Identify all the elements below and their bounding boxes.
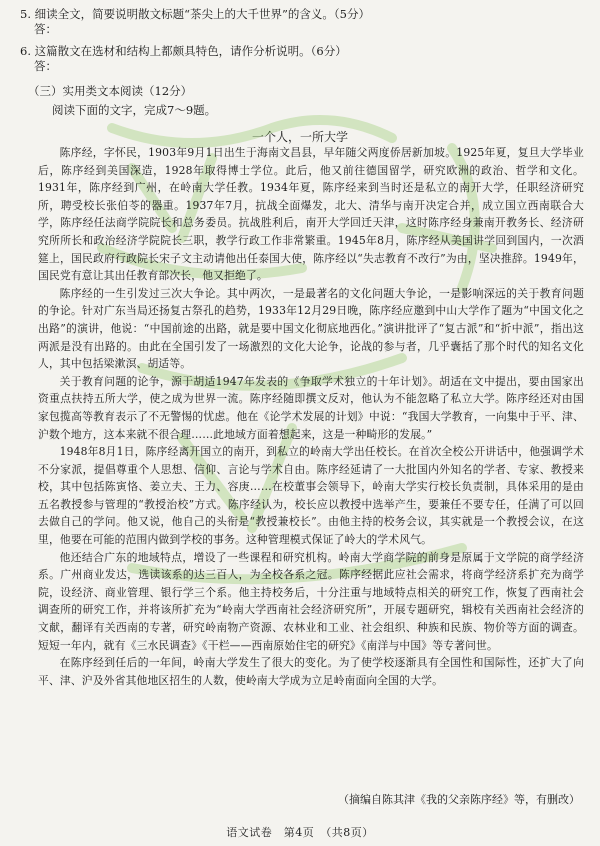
article-source: （摘编自陈其津《我的父亲陈序经》等，有删改） <box>338 793 580 806</box>
answer-6: 答： <box>34 59 57 73</box>
question-5: 5. 细读全文，简要说明散文标题“茶尖上的大千世界”的含义。（5分） <box>20 7 370 21</box>
article-paragraph: 在陈序经到任后的一年间，岭南大学发生了很大的变化。为了使学校逐渐具有全国性和国际性，还扩大了向平、津、沪及外省其他地区招生的人数，使岭南大学成为立足岭南面向全国的大学。 <box>38 656 584 687</box>
article-paragraph: 关于教育问题的论争，源于胡适1947年发表的《争取学术独立的十年计划》。胡适在文中提出，要由国家出资重点扶持五所大学，使之成为世界一流。陈序经随即撰文反对，他认为不能忽略了私立大学。陈序经还对由国家包揽高等教育表示了不无警惕的忧虑。他在《论学术发展的计划》中说：“我国大学教育，一向集中于平、津、沪数个地方，这本来就不很合理……此地域方面着想起来，这是一种畸形的发展。” <box>38 374 584 441</box>
page-footer: 语文试卷 第4页 （共8页） <box>226 826 374 839</box>
section-heading: （三）实用类文本阅读（12分） <box>28 84 193 98</box>
article-paragraph: 他还结合广东的地域特点，增设了一些课程和研究机构。岭南大学商学院的前身是原属于文学院的商学经济系。广州商业发达，选读该系的达三百人，为全校各系之冠。陈序经据此应社会需求，将商学经济系扩充为商学院，设经济、商业管理、银行学三个系。他主持校务后，十分注重与地域特点相关的研究工作，恢复了西南社会调查所的研究工作，并将该所扩充为“岭南大学西南社会经济研究所”，开展专题研究，辑校有关西南社会经济的文献，翻译有关西南的专著，研究岭南物产资源、农林业和工业、社会组织、种族和民族、物价等方面的调查。短短一年内，就有《三水民调查》《干栏——西南原始住宅的研究》《南洋与中国》等专著问世。 <box>38 550 584 652</box>
article-paragraph: 陈序经的一生引发过三次大争论。其中两次，一是最著名的文化问题大争论，一是影响深远的关于教育问题的争论。针对广东当局还扬复古祭孔的趋势，1933年12月29日晚，陈序经应邀到中山大学作了题为“中国文化之出路”的演讲，他说：“中国前途的出路，就是要中国文化彻底地西化。”演讲批评了“复古派”和“折中派”，指出这两派是没有出路的。由此在全国引发了一场激烈的文化大论争，论战的参与者，几乎囊括了那个时代的知名文化人，其中包括梁漱溟、胡适等。 <box>38 286 584 371</box>
article-paragraph: 1948年8月1日，陈序经离开国立的南开，到私立的岭南大学出任校长。在首次全校公开讲话中，他强调学术不分家派，提倡尊重个人思想、信仰、言论与学术自由。陈序经延请了一大批国内外知名的学者、专家、教授来校，其中包括陈寅恪、姜立夫、王力、容庚……在校董事会领导下，岭南大学实行校长负责制，具体采用的是由五名教授参与管理的“教授治校”方式。陈序经认为，校长应以教授中选举产生，要兼任不要专任，任满了可以回去做自己的学问。他又说，他自己的头衔是“教授兼校长”。由他主持的校务会议，其实就是一个教授会议，在这里，他要在可能的范围内做到学校的事务。这种管理模式保证了岭大的学术风气。 <box>38 445 584 547</box>
article-paragraph: 陈序经，字怀民，1903年9月1日出生于海南文昌县，早年随父两度侨居新加坡。1925年夏，复旦大学毕业后，陈序经到美国深造，1928年取得博士学位。此后，他又前往德国留学，研究欧洲的政治、哲学和文化。1931年，陈序经到广州，在岭南大学任教。1934年夏，陈序经来到当时还是私立的南开大学，任职经济研究所，聘受校长张伯苓的器重。1937年7月，抗战全面爆发，北大、清华与南开决定合并，成立国立西南联合大学，陈序经任法商学院院长和总务委员。抗战胜利后，南开大学回迁天津，这时陈序经身兼南开教务长、经济研究所所长和政治经济学院院长三职，教学行政工作非常繁重。1945年8月，陈序经从美国讲学回到国内，一次酒筵上，国民政府行政院长宋子文主动请他出任泰国大使，陈序经以“失志教育不改行”为由，坚决推辞。1949年，国民党有意让其出任教育部次长，他又拒绝了。 <box>38 146 584 283</box>
answer-5: 答： <box>34 22 57 36</box>
section-instruction: 阅读下面的文字，完成7～9题。 <box>52 103 217 117</box>
article-body <box>38 144 584 689</box>
article-title: 一个人，一所大学 <box>251 130 348 144</box>
question-6: 6. 这篇散文在选材和结构上都颇具特色，请作分析说明。（6分） <box>20 44 347 58</box>
